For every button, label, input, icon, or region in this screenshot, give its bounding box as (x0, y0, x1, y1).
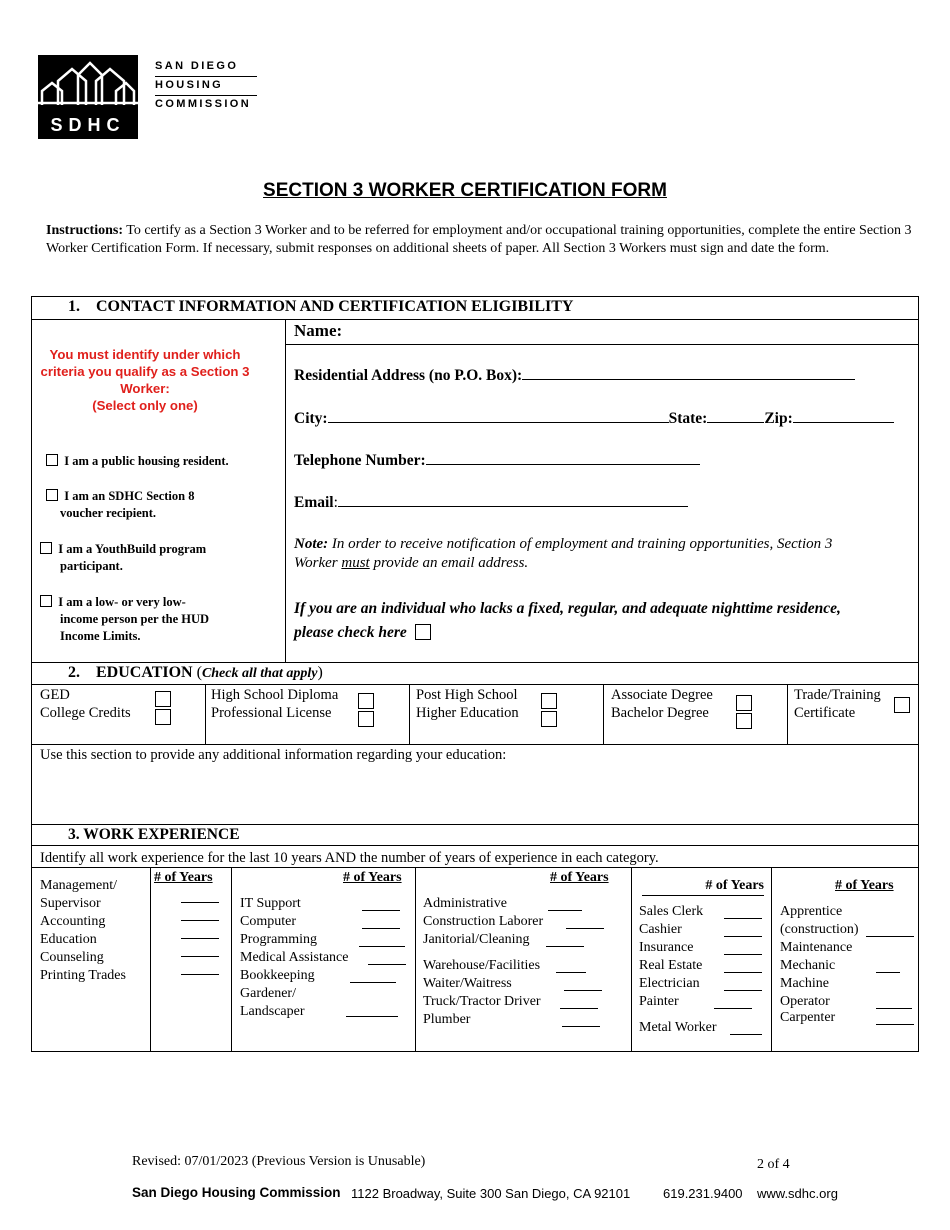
note-label: Note: (294, 536, 329, 552)
education-col (416, 686, 519, 722)
edu-label: College Credits (40, 705, 131, 721)
footer-phone: 619.231.9400 (663, 1186, 743, 1201)
criteria-line: (Select only one) (92, 398, 198, 413)
work-col-5 (780, 903, 859, 1027)
criteria-line: Worker: (120, 381, 170, 396)
work-item: Computer (240, 914, 296, 929)
edu-option-hs-diploma[interactable] (211, 686, 338, 704)
eligibility-option-low-income[interactable] (40, 594, 209, 645)
education-additional-input[interactable] (32, 766, 918, 823)
section3-instruction: Identify all work experience for the last 10 years AND the number of years of experience in each category. (40, 850, 659, 866)
email-colon: : (333, 494, 338, 511)
work-item: Programming (240, 932, 317, 947)
work-item: Electrician (639, 976, 700, 991)
edu-label-cont: Certificate (794, 705, 856, 721)
email-field[interactable] (294, 492, 688, 512)
work-item: Carpenter (780, 1010, 836, 1025)
footer-org: San Diego Housing Commission (132, 1185, 341, 1200)
logo-wordmark (155, 58, 257, 114)
work-item: Waiter/Waitress (423, 976, 512, 991)
criteria-line: criteria you qualify as a Section 3 (40, 364, 250, 379)
years-header: # of Years (642, 877, 764, 896)
work-item: Machine (780, 976, 829, 991)
section2-paren: ) (317, 664, 323, 681)
logo-line: COMMISSION (155, 98, 252, 110)
edu-option-higher-ed[interactable] (416, 704, 519, 722)
years-header: # of Years (154, 870, 213, 885)
name-field[interactable] (294, 321, 342, 341)
section1-heading (68, 298, 573, 316)
years-header: # of Years (343, 870, 402, 885)
work-item: Painter (639, 994, 679, 1009)
edu-option-trade[interactable] (794, 686, 881, 704)
edu-option-bachelor[interactable] (611, 704, 713, 722)
instructions-text: To certify as a Section 3 Worker and to be referred for employment and/or occupational training opportunities, complete the entire Section 3 Worker Certification Form. If necessary, submit responses on additional sheets of paper. All Section 3 Workers must sign and date the form. (46, 223, 912, 256)
work-item: Cashier (639, 922, 682, 937)
work-item: Printing Trades (40, 968, 126, 983)
eligibility-label: I am a YouthBuild program (58, 542, 207, 556)
city-line[interactable] (328, 408, 669, 423)
phone-field[interactable] (294, 450, 700, 470)
logo-line: SAN DIEGO (155, 58, 257, 77)
education-additional-prompt: Use this section to provide any additional information regarding your education: (40, 747, 507, 763)
work-item: Metal Worker (639, 1020, 717, 1035)
eligibility-checkbox[interactable] (46, 489, 58, 501)
edu-label: Associate Degree (611, 687, 713, 703)
eligibility-label: I am a low- or very low- (58, 595, 186, 609)
note-text: provide an email address. (369, 555, 529, 571)
work-item: Insurance (639, 940, 694, 955)
homeless-text: please check here (294, 624, 407, 641)
education-col (794, 686, 881, 722)
work-item: Landscaper (240, 1004, 305, 1019)
edu-option-prof-license[interactable] (211, 704, 338, 722)
section2-paren: ( (192, 664, 202, 681)
section3-heading: 3. WORK EXPERIENCE (68, 826, 240, 843)
sdhc-logo (38, 55, 138, 139)
edu-label: Higher Education (416, 705, 519, 721)
edu-checkbox-prof-license[interactable] (358, 711, 374, 727)
eligibility-option-youthbuild[interactable] (40, 541, 206, 575)
edu-label: High School Diploma (211, 687, 339, 703)
work-item: IT Support (240, 896, 301, 911)
city-label: City: (294, 410, 328, 427)
work-item: Sales Clerk (639, 904, 704, 919)
eligibility-option-public-housing[interactable] (46, 453, 229, 470)
edu-option-post-hs[interactable] (416, 686, 519, 704)
work-col-3 (423, 895, 543, 1029)
work-item: Management/ (40, 878, 117, 893)
zip-label: Zip: (764, 410, 793, 427)
homeless-text: If you are an individual who lacks a fixed, regular, and adequate nighttime residence, (294, 600, 841, 617)
eligibility-checkbox[interactable] (40, 595, 52, 607)
work-item: Apprentice (780, 904, 843, 919)
homeless-checkbox[interactable] (415, 624, 431, 640)
edu-checkbox-associate[interactable] (736, 695, 752, 711)
email-note (294, 535, 914, 573)
work-col-1 (40, 877, 126, 985)
phone-line[interactable] (426, 450, 700, 465)
eligibility-label: I am an SDHC Section 8 (64, 489, 195, 503)
edu-option-ged[interactable] (40, 686, 131, 704)
logo-abbr: SDHC (50, 115, 126, 135)
edu-option-associate[interactable] (611, 686, 713, 704)
note-must: must (341, 555, 370, 571)
eligibility-label: I am a public housing resident. (64, 454, 229, 468)
eligibility-label-cont: income person per the HUD (60, 612, 210, 626)
education-col (40, 686, 131, 722)
page-number: 2 of 4 (757, 1157, 790, 1172)
years-header-col4 (639, 877, 764, 896)
logo-line: HOUSING (155, 77, 257, 96)
edu-checkbox-post-hs[interactable] (541, 693, 557, 709)
eligibility-label-cont: participant. (60, 559, 123, 573)
edu-label: Bachelor Degree (611, 705, 709, 721)
criteria-line: You must identify under which (49, 347, 241, 362)
section1-title: CONTACT INFORMATION AND CERTIFICATION ELIGIBILITY (96, 298, 574, 315)
work-col-2 (240, 895, 348, 1021)
edu-label: GED (40, 687, 70, 703)
work-item: (construction) (780, 922, 859, 937)
work-item: Mechanic (780, 958, 836, 973)
eligibility-checkbox[interactable] (46, 454, 58, 466)
work-col-4 (639, 903, 717, 1037)
work-item: Plumber (423, 1012, 471, 1027)
note-text: Worker (294, 555, 342, 571)
edu-label: Professional License (211, 705, 332, 721)
section2-heading (68, 664, 323, 682)
work-item: Construction Laborer (423, 914, 544, 929)
state-line[interactable] (707, 408, 764, 423)
edu-label: Trade/Training (794, 687, 881, 703)
page-title: SECTION 3 WORKER CERTIFICATION FORM (263, 180, 667, 201)
education-col (611, 686, 713, 722)
city-field[interactable] (294, 408, 894, 428)
edu-checkbox-bachelor[interactable] (736, 713, 752, 729)
homeless-note (294, 597, 914, 645)
criteria-note (32, 346, 258, 414)
years-header: # of Years (835, 878, 894, 893)
state-label: State: (668, 410, 708, 427)
education-col (211, 686, 338, 722)
edu-option-college-credits[interactable] (40, 704, 131, 722)
work-item: Education (40, 932, 97, 947)
edu-checkbox-trade[interactable] (894, 697, 910, 713)
name-label: Name: (294, 321, 343, 340)
section2-sub: Check all that apply (201, 666, 318, 681)
work-item: Gardener/ (240, 986, 296, 1001)
edu-label: Post High School (416, 687, 518, 703)
address-line[interactable] (522, 365, 855, 380)
work-item: Truck/Tractor Driver (423, 994, 541, 1009)
address-field[interactable] (294, 365, 855, 385)
note-text: In order to receive notification of employment and training opportunities, Section 3 (328, 536, 833, 552)
houses-logo-icon (38, 55, 138, 115)
eligibility-checkbox[interactable] (40, 542, 52, 554)
work-item: Supervisor (40, 896, 101, 911)
work-item: Maintenance (780, 940, 853, 955)
work-item: Bookkeeping (240, 968, 315, 983)
email-label: Email (294, 494, 334, 511)
work-item: Medical Assistance (240, 950, 349, 965)
work-item: Warehouse/Facilities (423, 958, 541, 973)
years-header: # of Years (550, 870, 609, 885)
instructions (46, 222, 916, 258)
eligibility-option-section8[interactable] (46, 488, 194, 522)
edu-checkbox-college-credits[interactable] (155, 709, 171, 725)
section1-num: 1. (68, 298, 80, 315)
edu-checkbox-ged[interactable] (155, 691, 171, 707)
section2-title: EDUCATION (96, 664, 193, 681)
work-item: Counseling (40, 950, 104, 965)
email-line[interactable] (338, 492, 688, 507)
edu-checkbox-hs-diploma[interactable] (358, 693, 374, 709)
work-item: Real Estate (639, 958, 703, 973)
phone-label: Telephone Number: (294, 452, 426, 469)
revised-note: Revised: 07/01/2023 (Previous Version is Unusable) (132, 1154, 426, 1169)
zip-line[interactable] (793, 408, 894, 423)
edu-checkbox-higher-ed[interactable] (541, 711, 557, 727)
section2-num: 2. (68, 664, 80, 681)
work-item: Accounting (40, 914, 106, 929)
work-item: Janitorial/Cleaning (423, 932, 530, 947)
eligibility-label-cont: Income Limits. (60, 629, 141, 643)
footer-address: 1122 Broadway, Suite 300 San Diego, CA 92101 (351, 1186, 631, 1201)
work-item: Administrative (423, 896, 507, 911)
work-item: Operator (780, 994, 830, 1009)
address-label: Residential Address (no P.O. Box): (294, 367, 523, 384)
eligibility-label-cont: voucher recipient. (60, 506, 157, 520)
instructions-label: Instructions: (46, 223, 124, 238)
footer-website[interactable]: www.sdhc.org (757, 1186, 838, 1201)
